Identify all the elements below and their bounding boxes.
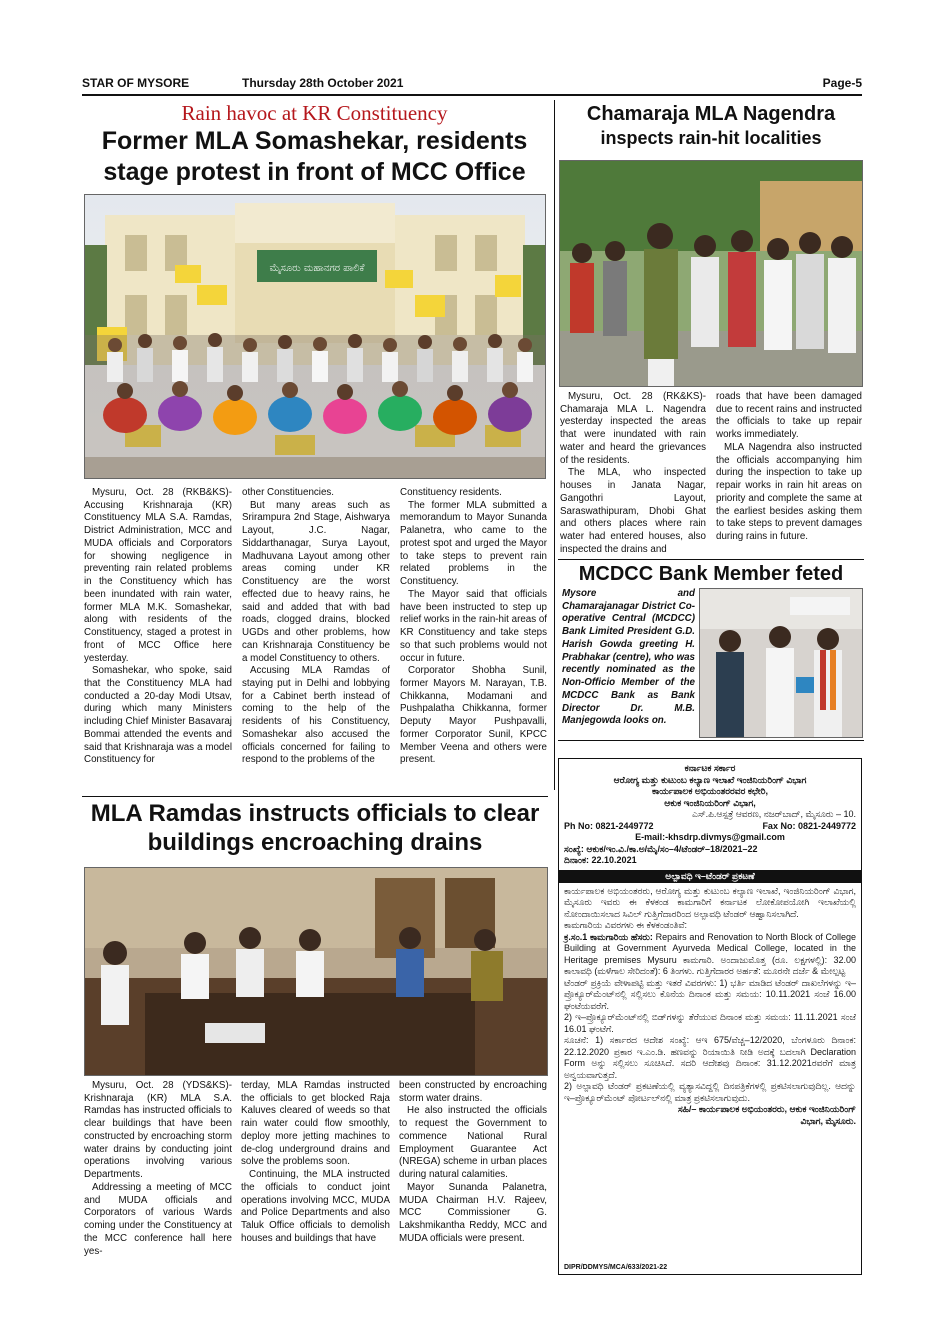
story4-column-3 [399, 1080, 547, 1246]
story1-col1-para: Somashekar, who spoke, said that the Constituency MLA had conducted a 20-day Modi Utsav, during which many Ministers including Chief Minister Basavaraj Bommai attended the events and said that Krishnaraja was a model Constituency for [84, 665, 232, 766]
page-number: Page-5 [822, 76, 862, 90]
feted-photo-illustration [700, 589, 862, 737]
story2-headline-line1: Chamaraja MLA Nagendra [586, 103, 836, 125]
story3-caption: Mysore and Chamarajanagar District Co-operative Central (MCDCC) Bank Limited President G.D. Harish Gowda greeting H. Prabhakar (centre), who was recently nominated as the Non-Officio Member of the MCDCC Bank as Bank Director Dr. M.B. Manjegowda looks on. [562, 588, 695, 727]
notice-contact-row [564, 821, 856, 833]
story2-col1-para: Mysuru, Oct. 28 (RK&KS)- Chamaraja MLA L. Nagendra yesterday inspected the areas that were inundated with rain water and heard the grievances of the residents. [560, 391, 706, 466]
notice-address: ಎಸ್.ಪಿ.ಆಸ್ಪತ್ರೆ ಆವರಣ, ನಜರ್‌ಬಾದ್, ಮೈಸೂರು – 10. [692, 809, 856, 820]
notice-heading-2: ಆರೋಗ್ಯ ಮತ್ತು ಕುಟುಂಬ ಕಲ್ಯಾಣ ಇಲಾಖೆ ಇಂಜಿನಿಯರಿಂಗ್ ವಿಭಾಗ [613, 774, 807, 785]
notice-para-1b: ಕಾಮಗಾರಿಯ ವಿವರಗಳು ಈ ಕೆಳಕಂಡಂತಿವೆ: [564, 920, 687, 931]
meeting-photo-illustration [85, 868, 547, 1075]
story1-col2-para: Accusing MLA Ramdas of staying put in Delhi and lobbying for a Cabinet berth instead of coming to the help of the residents of his Constituency, Somashekar also accused the officials concerned for failing to respond to the problems of the [242, 665, 390, 766]
story1-headline-line1: Former MLA Somashekar, residents [101, 127, 528, 155]
story1-col2-para: But many areas such as Srirampura 2nd Stage, Aishwarya Layout, J.C. Nagar, Siddarthanagar, Surya Layout, Madhuvana Layout among other areas coming under KR Constituency are the worst effected due to heavy rains, he said and added that with bad roads, clogged drains, blocked UGDs and other problems, how can Krishnaraja Constituency be a model Constituency to others. [242, 499, 390, 664]
story2-col2-para: MLA Nagendra also instructed the officials accompanying him during the inspection to take up repair works in rain hit areas on priority and complete the same at the earliest besides asking them to take steps to prevent damages during rains in future. [716, 441, 862, 543]
story1-kicker: Rain havoc at KR Constituency [181, 101, 448, 125]
story1-headline [82, 126, 547, 187]
story-divider [558, 740, 864, 741]
story4-headline-line1: MLA Ramdas instructs officials to clear [90, 800, 540, 827]
story4-col2-para: Continuing, the MLA instructed the officials to conduct joint operations involving MCC, MUDA and Police Departments and also Taluk Office officials to demolish houses and buildings that have [241, 1169, 390, 1244]
story-divider [558, 559, 864, 560]
story2-column-2 [716, 391, 862, 544]
story1-col1-para: Mysuru, Oct. 28 (RKB&KS)- Accusing Krishnaraja (KR) Constituency MLA S.A. Ramdas, District Administration, MCC and MUDA officials and Corporators for showing negligence in preventing rain related problems in the Constituency which has been inundated with rain water, former MLA M.K. Somashekar, along with residents of the Constituency, staged a protest in front of MCC Office here yesterday. [84, 487, 232, 664]
story3-headline: MCDCC Bank Member feted [578, 563, 844, 585]
story1-col3-para: Constituency residents. [400, 487, 502, 498]
notice-para-5: 2) ಅಲ್ಪಾವಧಿ ಟೆಂಡರ್ ಪ್ರಕಟಣೆಯಲ್ಲಿ ವ್ಯತ್ಯಾಸವಿದ್ದಲ್ಲಿ ದಿನಪತ್ರಿಕೆಗಳಲ್ಲಿ ಪ್ರಕಟಿಸಲಾಗುವುದಿಲ್ಲ. ಆದನ್ನು ಇ–ಪ್ರೊಕ್ಯೂರ್‌ಮೆಂಟ್ ಪೋರ್ಟಲ್‌ನಲ್ಲಿ ಮಾತ್ರ ಪ್ರಕಟಿಸಲಾಗುವುದು. [564, 1081, 856, 1103]
story1-col3-para: The Mayor said that officials have been instructed to step up relief works in the rain-hit areas of KR Constituency and take steps so that such problems would not occur in future. [400, 588, 548, 664]
story4-col1-para: Addressing a meeting of MCC and MUDA officials and Corporators of various Wards coming under the Constituency at the MCC conference hall here yes- [84, 1181, 232, 1257]
story1-col3-para: The former MLA submitted a memorandum to Mayor Sunanda Palanetra, who came to the protest spot and urged the Mayor to take steps to prevent rain related problems in the Constituency. [400, 499, 547, 588]
notice-phone: Ph No: 0821-2449772 [564, 820, 654, 831]
story1-col3-para: Corporator Shobha Sunil, former Mayors M. Narayan, T.B. Chikkanna, Modamani and Pushpalatha Chikkanna, former Deputy Mayor Pushpavalli, former Corporator Sunil, KPCC Member Veena and others were present. [400, 665, 547, 766]
story2-col1-para: The MLA, who inspected houses in Janata Nagar, Gangothri Layout, Saraswathipuram, Dhobi Ghat and others places where rain water had entered houses, also inspected the drains and [560, 467, 706, 555]
notice-dipr-number: DIPR/DDMYS/MCA/633/2021-22 [564, 1264, 668, 1271]
inspection-photo-illustration [560, 161, 862, 386]
story4-headline-line2: buildings encroaching drains [147, 829, 483, 857]
masthead-rule [82, 94, 862, 96]
story1-headline-line2: stage protest in front of MCC Office [103, 157, 526, 186]
notice-email: E-mail:-khsdrp.divmys@gmail.com [635, 832, 785, 843]
story-divider [82, 796, 548, 797]
notice-para-4: ಸೂಚನೆ: 1) ಸರ್ಕಾರದ ಆದೇಶ ಸಂಖ್ಯೆ: ಆಇ 675/ವೆಚ್ಚ–12/2020, ಬೆಂಗಳೂರು ದಿನಾಂಕ: 22.12.2020 ಪ್ರಕಾರ ಇ.ಎಂ.ಡಿ. ಹಣವನ್ನು ರಿಯಾಯಿತಿ ನೀಡಿ ಅದಕ್ಕೆ ಬದಲಾಗಿ Declaration Form ಅನ್ನು ಸಲ್ಲಿಸಲು ಸೂಚಿಸಿದೆ. ಸದರಿ ಆದೇಶವು ದಿನಾಂಕ: 31.12.2021ರವರೆಗೆ ಮಾತ್ರ ಅನ್ವಯವಾಗುತ್ತದೆ. [564, 1035, 856, 1080]
protest-photo-illustration [85, 195, 545, 478]
notice-heading-4: ಆಕುಕ ಇಂಜಿನಿಯರಿಂಗ್ ವಿಭಾಗ, [664, 797, 756, 808]
notice-title-bar: ಅಲ್ಪಾವಧಿ ಇ–ಟೆಂಡರ್ ಪ್ರಕಟಣೆ [559, 870, 861, 883]
story4-column-1 [84, 1080, 232, 1258]
notice-signature-1: ಸಹಿ/– ಕಾರ್ಯಪಾಲಕ ಅಭಿಯಂತರರು, ಆಕುಕ ಇಂಜಿನಿಯರಿಂಗ್ [677, 1104, 856, 1115]
story3-feted-photo [699, 588, 863, 738]
story1-column-2 [242, 487, 390, 767]
notice-signature-2: ವಿಭಾಗ, ಮೈಸೂರು. [800, 1115, 856, 1126]
notice-item-tail: ಕಾಮಗಾರಿ. ಅಂದಾಜುಮೊತ್ತ (ರೂ. ಲಕ್ಷಗಳಲ್ಲಿ): 32.00 ಕಾಲಾವಧಿ (ಮಳೆಗಾಲ ಸೇರಿದಂತೆ): 6 ತಿಂಗಳು. ಗುತ್ತಿಗೆದಾರರ ಅರ್ಹತೆ: ಮೂರನೇ ದರ್ಜೆ & ಮೇಲ್ಪಟ್ಟ [564, 954, 856, 977]
notice-work-item [564, 932, 856, 978]
notice-heading-3: ಕಾರ್ಯಪಾಲಕ ಅಭಿಯಂತರರವರ ಕಛೇರಿ, [652, 786, 768, 797]
story2-column-1 [560, 391, 706, 557]
notice-item-english: Repairs and Renovation to North Block of College Building at Government Ayurveda Medical College, located in the Heritage premises Mysuru [564, 931, 856, 965]
notice-date: ದಿನಾಂಕ: 22.10.2021 [564, 855, 637, 866]
notice-para-2: ಟೆಂಡರ್ ಪ್ರಕ್ರಿಯೆ ವೇಳಾಪಟ್ಟಿ ಮತ್ತು ಇತರೆ ವಿವರಗಳು: 1) ಭರ್ತಿ ಮಾಡಿದ ಟೆಂಡರ್ ದಾಖಲೆಗಳನ್ನು ಇ–ಪ್ರೊಕ್ಯೂರ್‌ಮೆಂಟ್‌ನಲ್ಲಿ ಸಲ್ಲಿಸಲು ಕೊನೆಯ ದಿನಾಂಕ ಮತ್ತು ಸಮಯ: 10.11.2021 ಸಂಜೆ 16.00 ಘಂಟೆಯವರೆಗೆ. [564, 977, 856, 1011]
story4-col3-para: Mayor Sunanda Palanetra, MUDA Chairman H.V. Rajeev, MCC Commissioner G. Lakshmikantha Reddy, MCC and MUDA officials were present. [399, 1181, 547, 1244]
notice-item-prefix: ಕ್ರ.ಸಂ.1 ಕಾಮಗಾರಿಯ ಹೆಸರು: [564, 931, 653, 942]
story2-headline [558, 101, 864, 150]
story2-headline-line2: inspects rain-hit localities [600, 128, 822, 148]
story1-protest-photo [84, 194, 546, 479]
story1-col2-para: other Constituencies. [242, 487, 335, 498]
story4-col1-para: Mysuru, Oct. 28 (YDS&KS)- Krishnaraja (KR) MLA S.A. Ramdas has instructed officials to clear buildings that have been constructed by encroaching storm water drains by conducting joint operations involving various Departments. [84, 1080, 232, 1181]
building-sign-text: ಮೈಸೂರು ಮಹಾನಗರ ಪಾಲಿಕೆ [269, 263, 365, 274]
story4-column-2 [241, 1080, 390, 1246]
story1-column-3 [400, 487, 547, 767]
notice-para-3: 2) ಇ–ಪ್ರೊಕ್ಯೂರ್‌ಮೆಂಟ್‌ನಲ್ಲಿ ಬಿಡ್‌ಗಳನ್ನು ತೆರೆಯುವ ದಿನಾಂಕ ಮತ್ತು ಸಮಯ: 11.11.2021 ಸಂಜೆ 16.01 ಘಂಟೆಗೆ. [564, 1012, 856, 1034]
issue-date: Thursday 28th October 2021 [242, 76, 404, 90]
story4-col3-para: been constructed by encroaching storm water drains. [399, 1080, 547, 1104]
column-rule [554, 100, 555, 790]
notice-reference: ಸಂಖ್ಯೆ: ಆಕುಕ/ಇಂ.ವಿ./ಕಾ.ಅ/ಮೈ/ಸಂ–4/ಟೆಂಡರ್–18/2021–22 [564, 843, 758, 854]
publication-name: STAR OF MYSORE [82, 76, 190, 90]
tender-notice [558, 758, 862, 1275]
story2-col2-para: roads that have been damaged due to recent rains and instructed the officials to take up repair works immediately. [716, 391, 862, 441]
masthead [82, 74, 862, 92]
notice-para-1: ಕಾರ್ಯಪಾಲಕ ಅಭಿಯಂತರರು, ಆರೋಗ್ಯ ಮತ್ತು ಕುಟುಂಬ ಕಲ್ಯಾಣ ಇಲಾಖೆ, ಇಂಜಿನಿಯರಿಂಗ್ ವಿಭಾಗ, ಮೈಸೂರು ಇವರು ಈ ಕೆಳಕಂಡ ಕಾಮಗಾರಿಗೆ ಕರ್ನಾಟಕ ಲೋಕೋಪಯೋಗಿ ಇಲಾಖೆಯಲ್ಲಿ ನೋಂದಾಯಿಸಲಾದ ಸಿವಿಲ್ ಗುತ್ತಿಗೆದಾರರಿಂದ ಅಲ್ಪಾವಧಿ ಟೆಂಡರ್ ಆಹ್ವಾನಿಸಲಾಗಿದೆ. [564, 885, 856, 919]
story4-meeting-photo [84, 867, 548, 1076]
notice-fax: Fax No: 0821-2449772 [762, 820, 856, 831]
story4-headline [82, 799, 548, 858]
notice-heading-1: ಕರ್ನಾಟಕ ಸರ್ಕಾರ [684, 763, 736, 773]
story2-inspection-photo [559, 160, 863, 387]
story4-col3-para: He also instructed the officials to request the Government to commence National Rural Employment Guarantee Act (NREGA) scheme in urban places during natural calamities. [399, 1105, 547, 1181]
story1-column-1 [84, 487, 232, 767]
story4-col2-para: terday, MLA Ramdas instructed the officials to get blocked Raja Kaluves cleared of weeds so that rain water could flow smoothly, deploy more jetting machines to de-clog underground drains and solve the problems soon. [241, 1080, 390, 1168]
